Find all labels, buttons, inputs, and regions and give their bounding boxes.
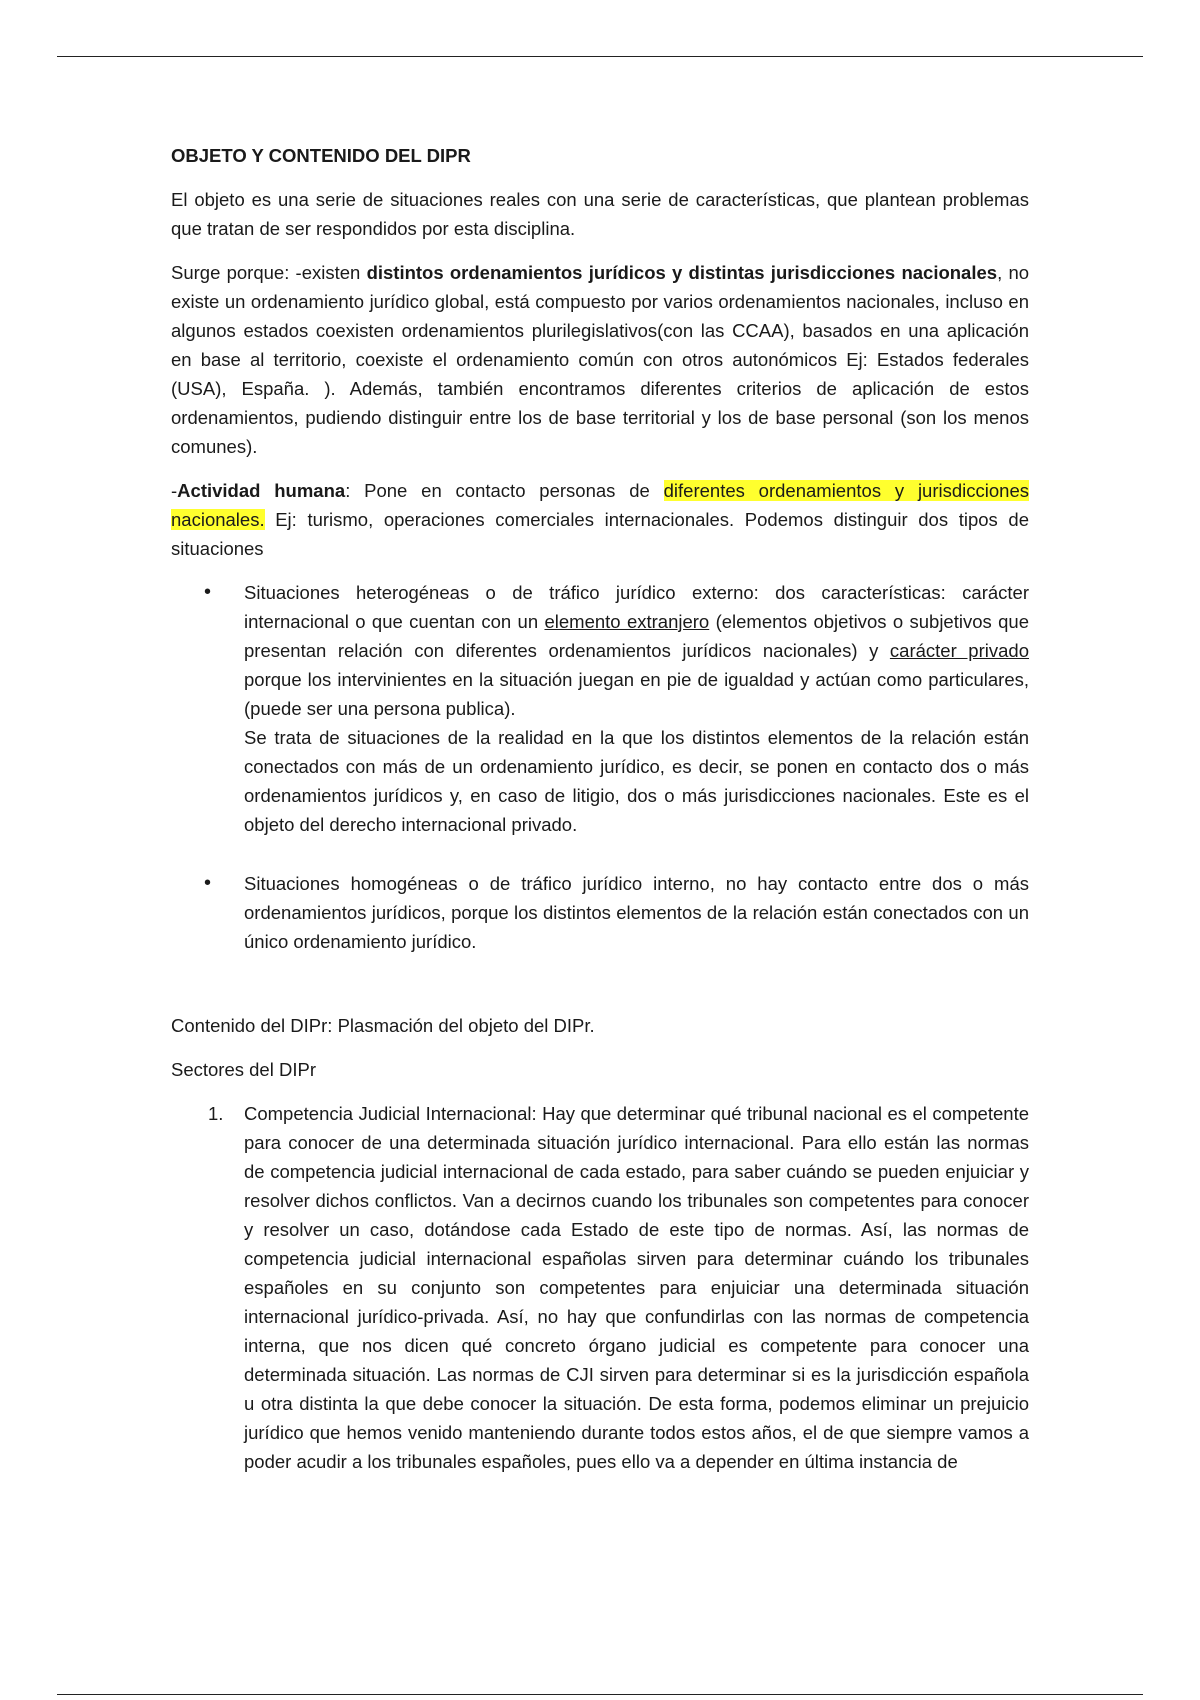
- actividad-bold: Actividad humana: [177, 480, 346, 501]
- paragraph-contenido: Contenido del DIPr: Plasmación del objeto del DIPr.: [171, 1015, 595, 1036]
- bullet-marker: •: [204, 581, 212, 603]
- bullet-marker: •: [204, 872, 212, 894]
- underlined-term: carácter privado: [889, 640, 1029, 661]
- bullet-text: Se trata de situaciones de la realidad en la que los distintos elementos de la relación están conectados con más de un ordenamiento jurídico, es decir, se ponen en contacto dos o más ordenamientos jurídicos y, en caso de litigio, dos o más jurisdicciones nacionales. Este es el objeto del derecho internacional privado.: [244, 727, 1029, 835]
- bullet-text: porque los intervinientes en la situación juegan en pie de igualdad y actúan como particulares, (puede ser una persona publica).: [244, 669, 1029, 719]
- surge-rest: , no existe un ordenamiento jurídico global, está compuesto por varios ordenamientos nacionales, incluso en algunos estados coexisten ordenamientos plurilegislativos(con las CCAA), basados en una aplicación en base al territorio, coexiste el ordenamiento común con otros autonómicos Ej: Estados federales (USA), España. ). Además, también encontramos diferentes criterios de aplicación de estos ordenamientos, pudiendo distinguir entre los de base territorial y los de base personal (son los menos comunes).: [171, 262, 1030, 457]
- section-spacer: [171, 956, 1029, 1011]
- paragraph-surge: [171, 258, 1029, 461]
- actividad-dash: -: [171, 480, 178, 501]
- numbered-text: Competencia Judicial Internacional: Hay que determinar qué tribunal nacional es el competente para conocer de una determinada situación jurídico internacional. Para ello están las normas de competencia judicial internacional de cada estado, para saber cuándo se pueden enjuiciar y resolver dichos conflictos. Van a decirnos cuando los tribunales son competentes para conocer y resolver un caso, dotándose cada Estado de este tipo de normas. Así, las normas de competencia judicial internacional españolas sirven para determinar cuándo los tribunales españoles en su conjunto son competentes para enjuiciar una determinada situación internacional jurídico-privada. Así, no hay que confundirlas con las normas de competencia interna, que nos dicen qué concreto órgano judicial es competente para conocer una determinada situación. Las normas de CJI sirven para determinar si es la jurisdicción española u otra distinta la que debe conocer la situación. De esta forma, podemos eliminar un prejuicio jurídico que hemos venido manteniendo durante todos estos años, el de que siempre vamos a poder acudir a los tribunales españoles, pues ello va a depender en última instancia de: [244, 1103, 1029, 1472]
- bullet-text: Situaciones heterogéneas o de tráfico jurídico externo: dos características: carácter internacional o que cuentan con un: [244, 582, 1029, 632]
- bullet-text: (elementos objetivos o subjetivos que presentan relación con diferentes ordenamientos jurídicos nacionales) y: [244, 611, 1029, 661]
- highlighted-text: diferentes ordenamientos y jurisdicciones nacionales.: [171, 480, 1029, 530]
- surge-bold: distintos ordenamientos jurídicos y distintas jurisdicciones nacionales: [366, 262, 998, 283]
- bullet-list: [171, 578, 1029, 956]
- actividad-mid: : Pone en contacto personas de: [345, 480, 664, 501]
- document-body: [171, 141, 1029, 1476]
- header-rule: [57, 56, 1143, 57]
- list-spacer: [171, 839, 1029, 869]
- numbered-list: [171, 1099, 1029, 1476]
- list-item: [171, 869, 1029, 956]
- list-item: [171, 578, 1029, 839]
- paragraph-objeto: El objeto es una serie de situaciones reales con una serie de características, que plantean problemas que tratan de ser respondidos por esta disciplina.: [171, 189, 1029, 239]
- number-marker: 1.: [208, 1103, 224, 1124]
- list-item: [171, 1099, 1029, 1476]
- bullet-text: Situaciones homogéneas o de tráfico jurídico interno, no hay contacto entre dos o más ordenamientos jurídicos, porque los distintos elementos de la relación están conectados con un único ordenamiento jurídico.: [244, 873, 1029, 952]
- surge-lead: Surge porque: -existen: [171, 262, 367, 283]
- actividad-rest: Ej: turismo, operaciones comerciales internacionales. Podemos distinguir dos tipos de situaciones: [171, 509, 1029, 559]
- underlined-term: elemento extranjero: [544, 611, 710, 632]
- footer-rule: [57, 1694, 1143, 1695]
- page-title: OBJETO Y CONTENIDO DEL DIPR: [171, 145, 471, 166]
- paragraph-actividad: [171, 476, 1029, 563]
- paragraph-sectores: Sectores del DIPr: [171, 1059, 316, 1080]
